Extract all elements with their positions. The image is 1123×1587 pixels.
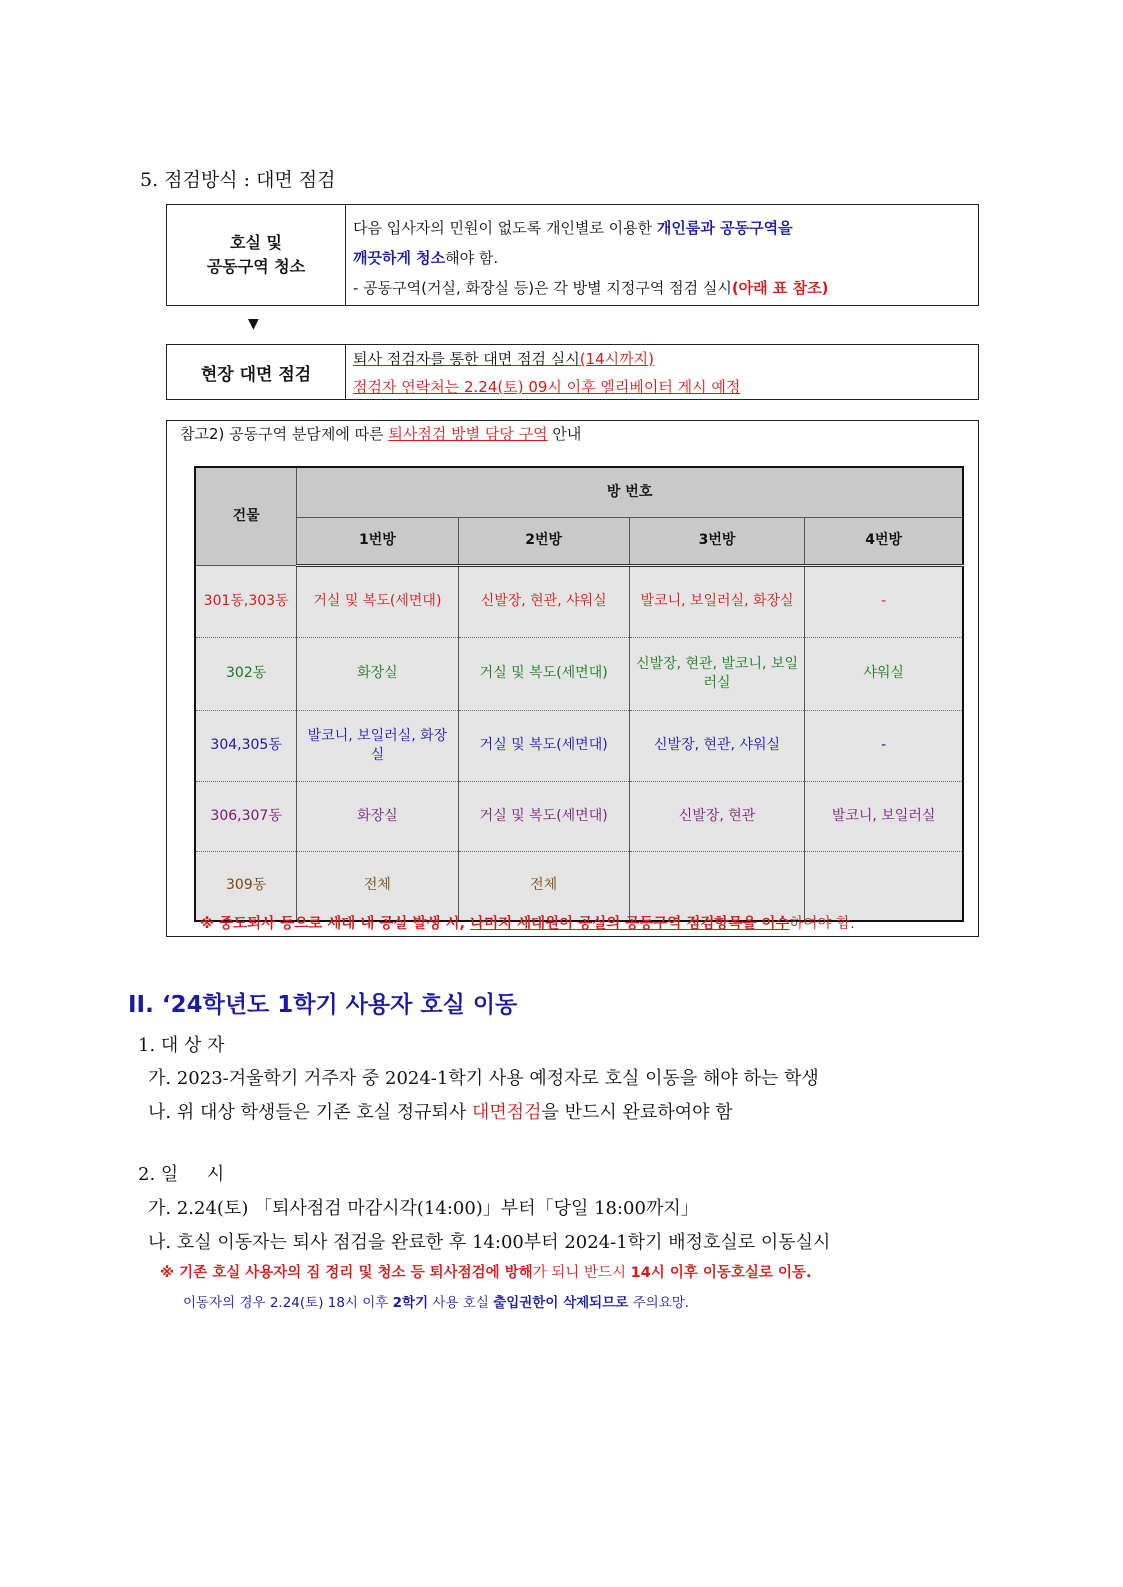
target-item-ga: 가. 2023-겨울학기 거주자 중 2024-1학기 사용 예정자로 호실 이동을 해야 하는 학생 (148, 1068, 819, 1089)
table-row (195, 781, 963, 851)
target-na-highlight: 대면점검 (471, 1102, 542, 1123)
table-cell: 발코니, 보일러실, 화장실 (629, 565, 804, 637)
building-cell: 306,307동 (195, 781, 297, 851)
cleaning-desc-highlight: 개인룸과 공동구역을 (656, 219, 793, 237)
reference-note-text: ※ 중도퇴사 등으로 세대 내 공실 발생 시, (200, 916, 471, 932)
reference-title-suffix: 안내 (547, 425, 582, 443)
cleaning-desc-line3 (353, 273, 973, 303)
table-cell: 신발장, 현관, 발코니, 보일러실 (629, 637, 804, 710)
cleaning-label-line2: 공동구역 청소 (206, 257, 306, 276)
cleaning-desc-highlight2: 깨끗하게 청소 (353, 249, 446, 267)
region-assignment-table (194, 466, 964, 922)
cleaning-desc-ref: (아래 표 참조) (731, 279, 829, 297)
cleaning-desc-line1 (353, 213, 973, 243)
warning-line2 (183, 1291, 689, 1311)
warning1-highlight: 14시 이후 이동호실로 이동. (630, 1265, 812, 1281)
table-cell (629, 851, 804, 921)
column-header: 1번방 (297, 517, 458, 565)
target-na-suffix: 을 반드시 완료하여야 함 (541, 1102, 733, 1123)
table-cell: 거실 및 복도(세면대) (297, 565, 458, 637)
warning2-highlight: 출입권한이 삭제되므로 (493, 1295, 629, 1311)
table-cell: 전체 (297, 851, 458, 921)
room-number-header: 방 번호 (297, 467, 963, 517)
cleaning-desc-text: 다음 입사자의 민원이 없도록 개인별로 이용한 (353, 219, 657, 237)
table-cell: 전체 (458, 851, 629, 921)
warning2-semester: 2학기 (392, 1295, 429, 1311)
table-cell: 화장실 (297, 781, 458, 851)
warning2-mid: 사용 호실 (428, 1295, 494, 1311)
table-cell: 샤워실 (805, 637, 963, 710)
warning2-text: 이동자의 경우 2.24(토) 18시 이후 (183, 1295, 393, 1311)
reference-title-text: 참고2) 공동구역 분담제에 따른 (180, 425, 389, 443)
target-item-na (148, 1098, 733, 1124)
table-cell (805, 851, 963, 921)
onsite-desc-text: 퇴사 점검자를 통한 대면 점검 실시 (353, 350, 580, 368)
table-cell: 신발장, 현관, 샤워실 (458, 565, 629, 637)
target-na-text: 나. 위 대상 학생들은 기존 호실 정규퇴사 (148, 1102, 472, 1123)
table-row (195, 565, 963, 637)
cleaning-desc-text3: - 공동구역(거실, 화장실 등)은 각 방별 지정구역 점검 실시 (353, 279, 732, 297)
table-cell: - (805, 565, 963, 637)
table-row (195, 637, 963, 710)
reference-note (200, 912, 855, 933)
cleaning-label-line1: 호실 및 (230, 233, 282, 252)
table-cell: 거실 및 복도(세면대) (458, 781, 629, 851)
column-header: 4번방 (805, 517, 963, 565)
onsite-desc-line2: 점검자 연락처는 2.24(토) 09시 이후 엘리베이터 게시 예정 (353, 378, 741, 396)
column-header: 3번방 (629, 517, 804, 565)
reference-title (180, 423, 581, 444)
table-row (195, 851, 963, 921)
reference-note-highlight: 나머지 세대원이 공실의 공동구역 점검항목을 이수 (470, 916, 790, 932)
building-cell: 309동 (195, 851, 297, 921)
section2-title: II. ‘24학년도 1학기 사용자 호실 이동 (128, 992, 518, 1018)
building-cell: 304,305동 (195, 710, 297, 781)
table-cell: 신발장, 현관 (629, 781, 804, 851)
table-cell: 신발장, 현관, 샤워실 (629, 710, 804, 781)
onsite-label: 현장 대면 점검 (167, 345, 346, 399)
warning2-suffix: 주의요망. (628, 1295, 690, 1311)
building-cell: 302동 (195, 637, 297, 710)
onsite-inspection-box (166, 344, 979, 400)
onsite-description (353, 345, 973, 401)
cleaning-description (353, 213, 973, 303)
table-cell: 거실 및 복도(세면대) (458, 710, 629, 781)
table-cell: - (805, 710, 963, 781)
reference-note-suffix: 하여야 함. (789, 916, 855, 932)
cleaning-box (166, 204, 979, 306)
section5-heading: 5. 점검방식 : 대면 점검 (140, 169, 336, 191)
table-cell: 거실 및 복도(세면대) (458, 637, 629, 710)
onsite-desc-time: (14시까지) (579, 350, 654, 368)
cleaning-desc-text2: 해야 함. (445, 249, 499, 267)
down-arrow-icon: ▼ (248, 316, 259, 332)
date-heading: 2. 일 시 (138, 1164, 225, 1185)
date-item-na: 나. 호실 이동자는 퇴사 점검을 완료한 후 14:00부터 2024-1학기 배정호실로 이동실시 (148, 1232, 831, 1253)
table-cell: 발코니, 보일러실 (805, 781, 963, 851)
column-header: 2번방 (458, 517, 629, 565)
cleaning-desc-line2 (353, 243, 973, 273)
warning1-text: ※ 기존 호실 사용자의 짐 정리 및 청소 등 퇴사점검에 방해 (160, 1265, 533, 1281)
warning-line1 (160, 1261, 812, 1282)
building-cell: 301동,303동 (195, 565, 297, 637)
building-header: 건물 (195, 467, 297, 565)
table-cell: 발코니, 보일러실, 화장실 (297, 710, 458, 781)
table-row (195, 710, 963, 781)
cleaning-label (167, 205, 346, 305)
table-cell: 화장실 (297, 637, 458, 710)
reference-title-highlight: 퇴사점검 방별 담당 구역 (388, 425, 548, 443)
target-heading: 1. 대 상 자 (138, 1035, 225, 1056)
onsite-desc-line1 (353, 345, 973, 373)
date-item-ga: 가. 2.24(토) 「퇴사점검 마감시각(14:00)」부터「당일 18:00까지」 (148, 1198, 699, 1219)
warning1-mid: 가 되니 반드시 (532, 1265, 631, 1281)
